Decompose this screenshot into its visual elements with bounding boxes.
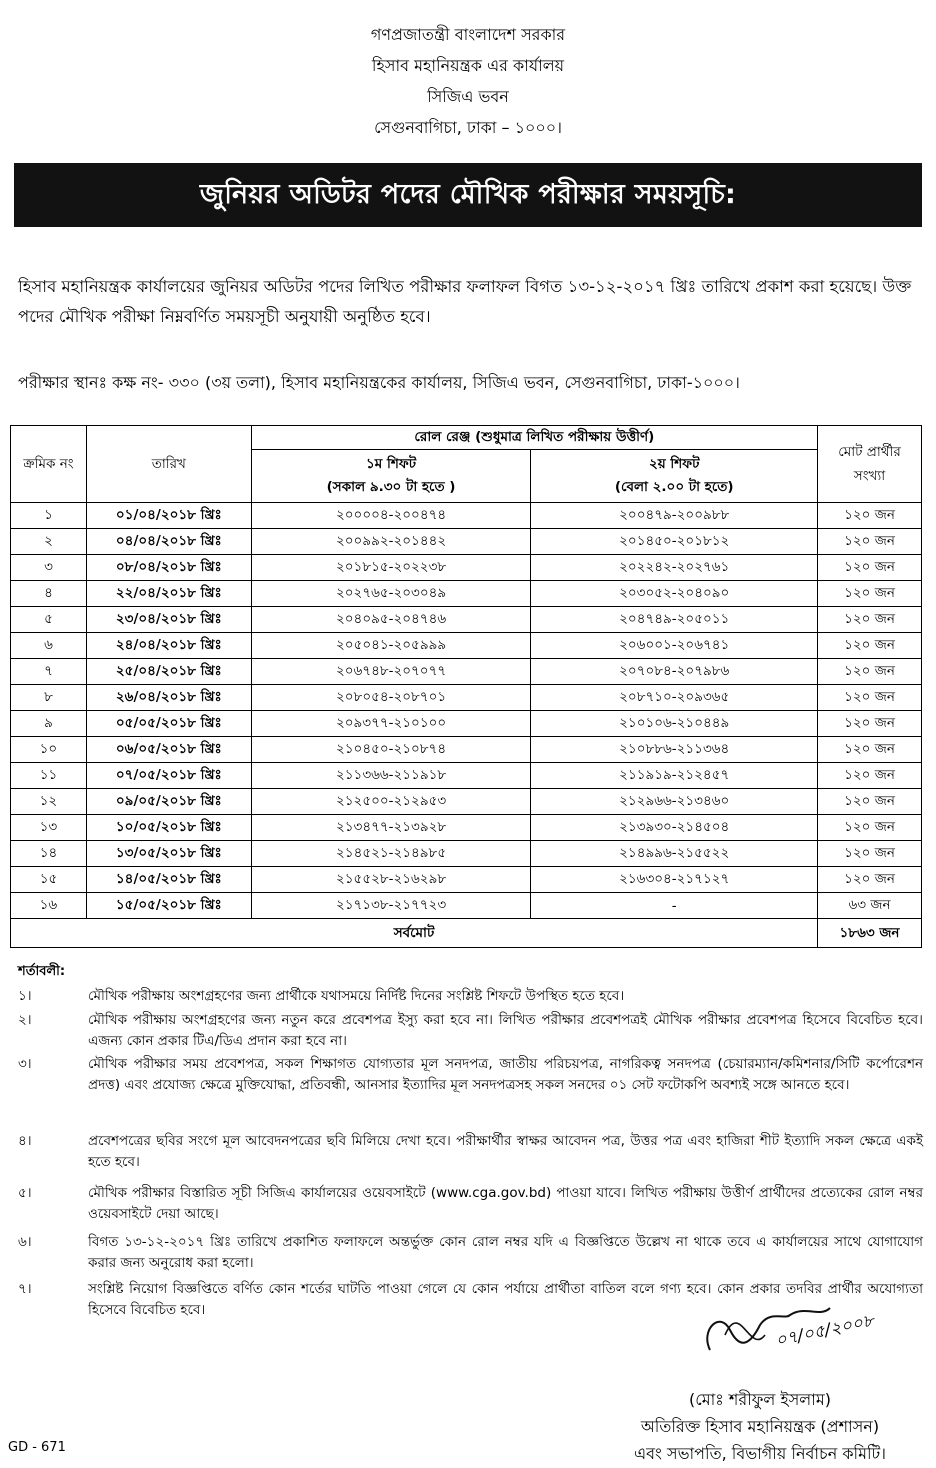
cell-shift2: - (531, 893, 818, 919)
term-item (18, 1232, 923, 1274)
table-row (11, 867, 922, 893)
cell-total: ১২০ জন (818, 607, 922, 633)
table-row (11, 659, 922, 685)
cell-shift2: ২১০৮৮৬-২১১৩৬৪ (531, 737, 818, 763)
cell-shift2: ২০৭০৮৪-২০৭৯৮৬ (531, 659, 818, 685)
cell-shift1: ২১৫৫২৮-২১৬২৯৮ (251, 867, 531, 893)
cell-serial: ৩ (11, 555, 87, 581)
cell-total: ১২০ জন (818, 711, 922, 737)
cell-shift2: ২১৪৯৯৬-২১৫৫২২ (531, 841, 818, 867)
cell-date: ১৩/০৫/২০১৮ খ্রিঃ (86, 841, 251, 867)
term-item (18, 1054, 923, 1096)
cell-shift1: ২১০৪৫০-২১০৮৭৪ (251, 737, 531, 763)
table-row (11, 555, 922, 581)
term-item (18, 1131, 923, 1173)
cell-serial: ১ (11, 503, 87, 529)
cell-shift2: ২০০৪৭৯-২০০৯৮৮ (531, 503, 818, 529)
terms-title: শর্তাবলী: (18, 964, 66, 979)
table-row (11, 841, 922, 867)
cell-shift1: ২০৫০৪১-২০৫৯৯৯ (251, 633, 531, 659)
term-number: ৩। (18, 1056, 32, 1072)
table-row (11, 815, 922, 841)
cell-total: ১২০ জন (818, 503, 922, 529)
cell-serial: ৪ (11, 581, 87, 607)
cell-shift2: ২১৬৩০৪-২১৭১২৭ (531, 867, 818, 893)
cell-total: ১২০ জন (818, 841, 922, 867)
signatory-name: (মোঃ শরীফুল ইসলাম) (688, 1390, 831, 1409)
table-row (11, 737, 922, 763)
term-item (18, 1183, 923, 1225)
cell-serial: ৭ (11, 659, 87, 685)
title-banner: জুনিয়র অডিটর পদের মৌখিক পরীক্ষার সময়সূচি: (14, 163, 922, 227)
cell-serial: ১৫ (11, 867, 87, 893)
term-number: ২। (18, 1012, 32, 1028)
cell-shift2: ২০৪৭৪৯-২০৫০১১ (531, 607, 818, 633)
col-shift2-time: (বেলা ২.০০ টা হতে) (614, 479, 734, 495)
cell-shift1: ২০২৭৬৫-২০৩০৪৯ (251, 581, 531, 607)
cell-total: ১২০ জন (818, 815, 922, 841)
grand-total-row (11, 919, 922, 948)
cell-date: ২২/০৪/২০১৮ খ্রিঃ (86, 581, 251, 607)
table-row (11, 581, 922, 607)
table-row (11, 685, 922, 711)
term-text: মৌখিক পরীক্ষার সময় প্রবেশপত্র, সকল শিক্ষাগত যোগ্যতার মূল সনদপত্র, জাতীয় পরিচয়পত্র, নাগরিকত্ব সনদপত্র (চেয়ারম্যান/কমিশনার/সিটি কর্পোরেশন প্রদত্ত) এবং প্রযোজ্য ক্ষেত্রে মুক্তিযোদ্ধা, প্রতিবন্ধী, আনসার ইত্যাদির মূল সনদপত্রসহ সকল সনদের ০১ সেট ফটোকপি অবশ্যই সঙ্গে আনতে হবে। (88, 1056, 923, 1093)
grand-total-label: সর্বমোট (11, 919, 818, 948)
cell-total: ১২০ জন (818, 685, 922, 711)
term-text: সংশ্লিষ্ট নিয়োগ বিজ্ঞপ্তিতে বর্ণিত কোন শর্তের ঘাটতি পাওয়া গেলে যে কোন পর্যায়ে প্রার্থীতা বাতিল বলে গণ্য হবে। কোন প্রকার তদবির প্রার্থীর অযোগ্যতা হিসেবে বিবেচিত হবে। (88, 1281, 923, 1318)
term-text: প্রবেশপত্রের ছবির সংগে মূল আবেদনপত্রের ছবি মিলিয়ে দেখা হবে। পরীক্ষার্থীর স্বাক্ষর আবেদন পত্র, উত্তর পত্র এবং হাজিরা শীট ইত্যাদি সকল ক্ষেত্রে একই হতে হবে। (88, 1133, 923, 1170)
cell-shift1: ২০০৯৯২-২০১৪৪২ (251, 529, 531, 555)
cell-serial: ১২ (11, 789, 87, 815)
footer-code: GD - 671 (8, 1440, 66, 1455)
signatory-designation: অতিরিক্ত হিসাব মহানিয়ন্ত্রক (প্রশাসন) (640, 1417, 880, 1436)
cell-total: ১২০ জন (818, 789, 922, 815)
cell-shift1: ২১৩৪৭৭-২১৩৯২৮ (251, 815, 531, 841)
cell-serial: ৮ (11, 685, 87, 711)
term-text: মৌখিক পরীক্ষার বিস্তারিত সূচী সিজিএ কার্যালয়ের ওয়েবসাইটে (www.cga.gov.bd) পাওয়া যাবে। লিখিত পরীক্ষায় উত্তীর্ণ প্রার্থীদের প্রত্যেকের রোল নম্বর ওয়েবসাইটে দেয়া আছে। (88, 1185, 923, 1222)
table-row (11, 789, 922, 815)
cell-shift2: ২০২২৪২-২০২৭৬১ (531, 555, 818, 581)
cell-total: ১২০ জন (818, 581, 922, 607)
col-shift1-label: ১ম শিফট (366, 456, 417, 472)
col-date-header: তারিখ (86, 426, 251, 503)
cell-date: ২৫/০৪/২০১৮ খ্রিঃ (86, 659, 251, 685)
cell-shift2: ২১১৯১৯-২১২৪৫৭ (531, 763, 818, 789)
cell-shift1: ২০৮০৫৪-২০৮৭০১ (251, 685, 531, 711)
exam-venue: পরীক্ষার স্থানঃ কক্ষ নং- ৩৩০ (৩য় তলা), হিসাব মহানিয়ন্ত্রকের কার্যালয়, সিজিএ ভবন, সেগুনবাগিচা, ঢাকা-১০০০। (18, 373, 740, 392)
table-row (11, 607, 922, 633)
office-line-address: সেগুনবাগিচা, ঢাকা – ১০০০। (374, 118, 562, 137)
cell-date: ২৬/০৪/২০১৮ খ্রিঃ (86, 685, 251, 711)
term-item (18, 1010, 923, 1052)
cell-serial: ৫ (11, 607, 87, 633)
term-text: বিগত ১৩-১২-২০১৭ খ্রিঃ তারিখে প্রকাশিত ফলাফলে অন্তর্ভুক্ত কোন রোল নম্বর যদি এ বিজ্ঞপ্তিতে উল্লেখ না থাকে তবে এ কার্যালয়ের সাথে যোগাযোগ করার জন্য অনুরোধ করা হলো। (88, 1234, 923, 1271)
cell-total: ১২০ জন (818, 633, 922, 659)
table-row (11, 529, 922, 555)
intro-paragraph: হিসাব মহানিয়ন্ত্রক কার্যালয়ের জুনিয়র অডিটর পদের লিখিত পরীক্ষার ফলাফল বিগত ১৩-১২-২০১৭ খ্রিঃ তারিখে প্রকাশ করা হয়েছে। উক্ত পদের মৌখিক পরীক্ষা নিম্নবর্ণিত সময়সূচী অনুযায়ী অনুষ্ঠিত হবে। (18, 277, 912, 326)
cell-shift1: ২১৪৫২১-২১৪৯৮৫ (251, 841, 531, 867)
col-total-header (818, 426, 922, 503)
cell-total: ৬৩ জন (818, 893, 922, 919)
cell-shift2: ২০৮৭১০-২০৯৩৬৫ (531, 685, 818, 711)
cell-shift2: ২০১৪৫০-২০১৮১২ (531, 529, 818, 555)
table-row (11, 503, 922, 529)
cell-total: ১২০ জন (818, 763, 922, 789)
cell-shift2: ২০৬০০১-২০৬৭৪১ (531, 633, 818, 659)
office-line-govt: গণপ্রজাতন্ত্রী বাংলাদেশ সরকার (370, 25, 566, 44)
cell-serial: ১০ (11, 737, 87, 763)
cell-shift1: ২০৬৭৪৮-২০৭০৭৭ (251, 659, 531, 685)
cell-serial: ১৬ (11, 893, 87, 919)
term-number: ৭। (18, 1281, 32, 1297)
cell-total: ১২০ জন (818, 867, 922, 893)
cell-shift1: ২০৪০৯৫-২০৪৭৪৬ (251, 607, 531, 633)
cell-serial: ১৪ (11, 841, 87, 867)
cell-date: ০৫/০৫/২০১৮ খ্রিঃ (86, 711, 251, 737)
col-shift1-header (251, 450, 531, 503)
term-number: ১। (18, 988, 32, 1004)
cell-total: ১২০ জন (818, 555, 922, 581)
col-shift2-label: ২য় শিফট (648, 456, 700, 472)
col-total-header-text: মোট প্রার্থীর সংখ্যা (838, 444, 901, 484)
cell-serial: ৯ (11, 711, 87, 737)
cell-shift1: ২০৯৩৭৭-২১০১০০ (251, 711, 531, 737)
cell-date: ০১/০৪/২০১৮ খ্রিঃ (86, 503, 251, 529)
office-line-building: সিজিএ ভবন (427, 87, 509, 106)
cell-date: ১০/০৫/২০১৮ খ্রিঃ (86, 815, 251, 841)
cell-shift2: ২১০১০৬-২১০৪৪৯ (531, 711, 818, 737)
signatory-designation-2: এবং সভাপতি, বিভাগীয় নির্বাচন কমিটি। (633, 1444, 887, 1463)
cell-total: ১২০ জন (818, 737, 922, 763)
cell-serial: ১১ (11, 763, 87, 789)
grand-total-value: ১৮৬৩ জন (818, 919, 922, 948)
cell-shift1: ২১৭১৩৮-২১৭৭২৩ (251, 893, 531, 919)
cell-serial: ২ (11, 529, 87, 555)
col-shift1-time: (সকাল ৯.৩০ টা হতে ) (326, 479, 456, 495)
cell-shift2: ২০৩০৫২-২০৪০৯০ (531, 581, 818, 607)
cell-date: ০৯/০৫/২০১৮ খ্রিঃ (86, 789, 251, 815)
term-text: মৌখিক পরীক্ষায় অংশগ্রহণের জন্য নতুন করে প্রবেশপত্র ইস্যু করা হবে না। লিখিত পরীক্ষার প্রবেশপত্রই মৌখিক পরীক্ষার প্রবেশপত্র হিসেবে বিবেচিত হবে। এজন্য কোন প্রকার টিএ/ডিএ প্রদান করা হবে না। (88, 1012, 923, 1049)
term-item (18, 986, 923, 1007)
cell-shift2: ২১২৯৬৬-২১৩৪৬০ (531, 789, 818, 815)
cell-shift1: ২০০০০৪-২০০৪৭৪ (251, 503, 531, 529)
cell-serial: ১৩ (11, 815, 87, 841)
table-row (11, 711, 922, 737)
cell-date: ১৫/০৫/২০১৮ খ্রিঃ (86, 893, 251, 919)
cell-date: ০৪/০৪/২০১৮ খ্রিঃ (86, 529, 251, 555)
table-row (11, 633, 922, 659)
term-number: ৬। (18, 1234, 32, 1250)
cell-total: ১২০ জন (818, 659, 922, 685)
cell-total: ১২০ জন (818, 529, 922, 555)
col-shift2-header (531, 450, 818, 503)
cell-date: ০৮/০৪/২০১৮ খ্রিঃ (86, 555, 251, 581)
cell-shift1: ২১২৫০০-২১২৯৫৩ (251, 789, 531, 815)
cell-date: ২৪/০৪/২০১৮ খ্রিঃ (86, 633, 251, 659)
table-row (11, 763, 922, 789)
table-row (11, 893, 922, 919)
cell-date: ০৭/০৫/২০১৮ খ্রিঃ (86, 763, 251, 789)
col-serial-header: ক্রমিক নং (11, 426, 87, 503)
cell-shift2: ২১৩৯৩০-২১৪৫০৪ (531, 815, 818, 841)
term-text: মৌখিক পরীক্ষায় অংশগ্রহণের জন্য প্রার্থীকে যথাসময়ে নির্দিষ্ট দিনের সংশ্লিষ্ট শিফটে উপস্থিত হতে হবে। (88, 988, 625, 1004)
office-line-name: হিসাব মহানিয়ন্ত্রক এর কার্যালয় (371, 56, 565, 75)
cell-date: ১৪/০৫/২০১৮ খ্রিঃ (86, 867, 251, 893)
cell-serial: ৬ (11, 633, 87, 659)
handwritten-date: ০৭/০৫/২০০৮ (773, 1310, 876, 1352)
col-roll-range-header: রোল রেঞ্জ (শুধুমাত্র লিখিত পরীক্ষায় উত্তীর্ণ) (251, 426, 817, 450)
cell-shift1: ২০১৮১৫-২০২২৩৮ (251, 555, 531, 581)
cell-date: ২৩/০৪/২০১৮ খ্রিঃ (86, 607, 251, 633)
cell-date: ০৬/০৫/২০১৮ খ্রিঃ (86, 737, 251, 763)
term-number: ৫। (18, 1185, 32, 1201)
schedule-table (10, 425, 922, 948)
term-number: ৪। (18, 1133, 32, 1149)
cell-shift1: ২১১৩৬৬-২১১৯১৮ (251, 763, 531, 789)
